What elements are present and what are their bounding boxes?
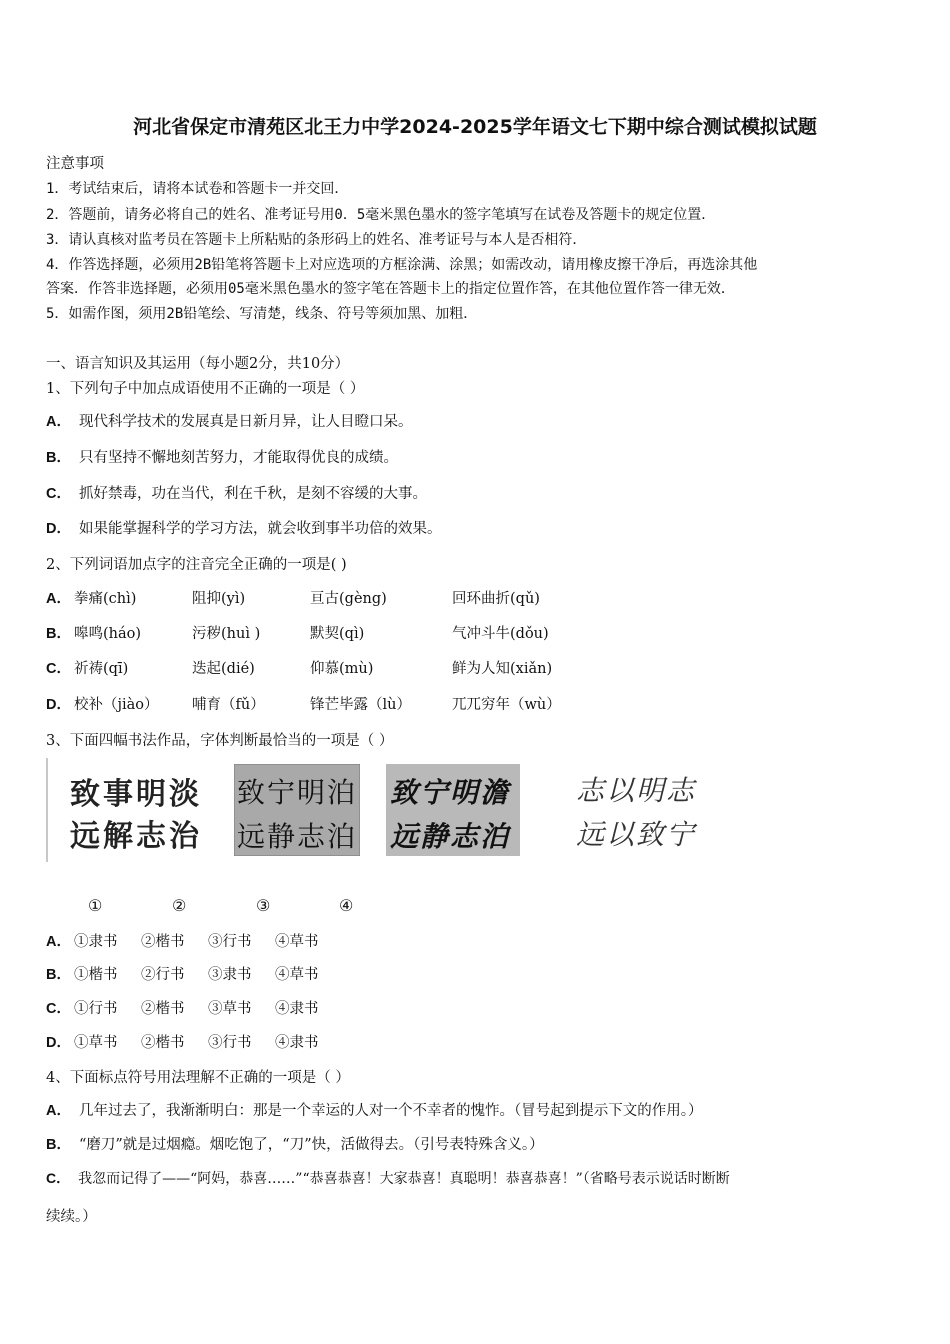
notice-item: 1．考试结束后，请将本试卷和答题卡一并交回． <box>46 181 349 197</box>
option-label: C． <box>46 661 71 677</box>
q1-option-d <box>46 517 441 538</box>
q4-option-c-continuation: 续续。） <box>46 1209 97 1225</box>
calligraphy-sample-1 <box>70 764 210 856</box>
calligraphy-sample-2 <box>234 764 360 856</box>
option-label: A． <box>46 414 71 430</box>
question-2-stem: 2、下列词语加点字的注音完全正确的一项是( ) <box>46 557 347 573</box>
q1-option-c <box>46 482 427 503</box>
option-label: D． <box>46 697 71 713</box>
image-border <box>46 758 48 862</box>
page-title: 河北省保定市清苑区北王力中学2024-2025学年语文七下期中综合测试模拟试题 <box>133 116 817 138</box>
option-label: B． <box>46 967 71 983</box>
option-text: 如果能掌握科学的学习方法，就会收到事半功倍的效果。 <box>78 521 442 537</box>
question-1-stem: 1、下列句子中加点成语使用不正确的一项是（ ） <box>46 381 365 397</box>
section-heading: 一、语言知识及其运用（每小题2分，共10分） <box>46 356 350 372</box>
calligraphy-text: 远解志治 <box>70 819 202 854</box>
option-word: ④隶书 <box>275 1035 319 1051</box>
calligraphy-sample-3 <box>386 764 520 856</box>
q4-option-c <box>46 1168 730 1188</box>
option-word: 鲜为人知(xiǎn) <box>452 661 553 677</box>
option-word: ③草书 <box>208 1001 252 1017</box>
option-word: 兀兀穷年（wù） <box>452 697 561 713</box>
option-word: 迭起(dié) <box>192 661 255 677</box>
option-word: 哺育（fǔ） <box>192 697 265 713</box>
option-label: B． <box>46 626 71 642</box>
calligraphy-text: 致宁明澹 <box>390 776 511 809</box>
calligraphy-text: 志以明志 <box>576 774 697 807</box>
option-word: ①隶书 <box>74 934 118 950</box>
option-word: ②行书 <box>141 967 185 983</box>
q1-option-b <box>46 446 398 467</box>
option-label: B． <box>46 450 71 466</box>
option-word: ④隶书 <box>275 1001 319 1017</box>
option-word: 污秽(huì ) <box>192 626 261 642</box>
option-word: ③隶书 <box>208 967 252 983</box>
notice-item: 4．作答选择题，必须用2B铅笔将答题卡上对应选项的方框涂满、涂黑；如需改动，请用橡皮擦干净后，再选涂其他 <box>46 257 758 273</box>
option-word: 拳痛(chì) <box>74 591 137 607</box>
option-word: 气冲斗牛(dǒu) <box>452 626 549 642</box>
option-label: D． <box>46 1035 71 1051</box>
question-3-stem: 3、下面四幅书法作品，字体判断最恰当的一项是（ ） <box>46 733 394 749</box>
calligraphy-image <box>46 758 726 862</box>
notice-item: 3．请认真核对监考员在答题卡上所粘贴的条形码上的姓名、准考证号与本人是否相符． <box>46 232 587 248</box>
option-word: ①行书 <box>74 1001 118 1017</box>
q4-option-b <box>46 1133 544 1154</box>
sample-number: ③ <box>256 896 271 915</box>
calligraphy-text: 远以致宁 <box>576 818 697 851</box>
question-4-stem: 4、下面标点符号用法理解不正确的一项是（ ） <box>46 1070 350 1086</box>
option-word: 校补（jiào） <box>74 697 159 713</box>
option-word: ②楷书 <box>141 1001 185 1017</box>
option-label: A． <box>46 934 71 950</box>
option-word: ④草书 <box>275 934 319 950</box>
option-label: B． <box>46 1137 71 1153</box>
calligraphy-text: 致事明淡 <box>70 777 202 812</box>
option-word: 默契(qì) <box>310 626 365 642</box>
calligraphy-text: 致宁明泊 <box>237 776 358 809</box>
option-word: ②楷书 <box>141 1035 185 1051</box>
option-word: ③行书 <box>208 1035 252 1051</box>
notice-item: 答案．作答非选择题，必须用05毫米黑色墨水的签字笔在答题卡上的指定位置作答，在其他位置作答一律无效． <box>46 281 735 297</box>
option-word: 仰慕(mù) <box>310 661 374 677</box>
option-text: 现代科学技术的发展真是日新月异，让人目瞪口呆。 <box>78 414 413 430</box>
calligraphy-text: 远静志泊 <box>237 820 358 853</box>
option-word: 阻抑(yì) <box>192 591 246 607</box>
option-label: C． <box>46 486 71 502</box>
option-text: 只有坚持不懈地刻苦努力，才能取得优良的成绩。 <box>78 450 398 466</box>
sample-number: ① <box>88 896 103 915</box>
notice-heading: 注意事项 <box>46 156 104 172</box>
q1-option-a <box>46 410 412 431</box>
option-word: ①草书 <box>74 1035 118 1051</box>
option-text: “磨刀”就是过烟瘾。烟吃饱了，“刀”快，活做得去。（引号表特殊含义。） <box>78 1137 544 1153</box>
option-word: 亘古(gèng) <box>310 591 387 607</box>
option-label: A． <box>46 1103 71 1119</box>
notice-item: 2．答题前，请务必将自己的姓名、准考证号用0．5毫米黑色墨水的签字笔填写在试卷及答题卡的规定位置． <box>46 207 716 223</box>
option-word: 锋芒毕露（lù） <box>310 697 411 713</box>
notice-item: 5．如需作图，须用2B铅笔绘、写清楚，线条、符号等须加黑、加粗． <box>46 306 478 322</box>
option-word: 祈祷(qī) <box>74 661 129 677</box>
calligraphy-text: 远静志泊 <box>390 820 511 853</box>
option-text: 几年过去了，我渐渐明白：那是一个幸运的人对一个不幸者的愧怍。（冒号起到提示下文的作用。） <box>78 1103 703 1119</box>
option-text: 抓好禁毒，功在当代，利在千秋，是刻不容缓的大事。 <box>78 486 427 502</box>
option-text: 我忽而记得了——“阿妈，恭喜……”“恭喜恭喜！大家恭喜！真聪明！恭喜恭喜！”（省略号表示说话时断断 <box>78 1171 730 1187</box>
option-word: 回环曲折(qǔ) <box>452 591 540 607</box>
option-word: ①楷书 <box>74 967 118 983</box>
calligraphy-sample-4 <box>576 764 716 856</box>
sample-number: ④ <box>339 896 354 915</box>
q4-option-a <box>46 1099 702 1120</box>
option-label: D． <box>46 521 71 537</box>
sample-number: ② <box>172 896 187 915</box>
option-word: 嗥鸣(háo) <box>74 626 142 642</box>
option-label: A． <box>46 591 71 607</box>
option-word: ②楷书 <box>141 934 185 950</box>
option-label: C． <box>46 1170 71 1186</box>
option-label: C． <box>46 1001 71 1017</box>
option-word: ④草书 <box>275 967 319 983</box>
option-word: ③行书 <box>208 934 252 950</box>
